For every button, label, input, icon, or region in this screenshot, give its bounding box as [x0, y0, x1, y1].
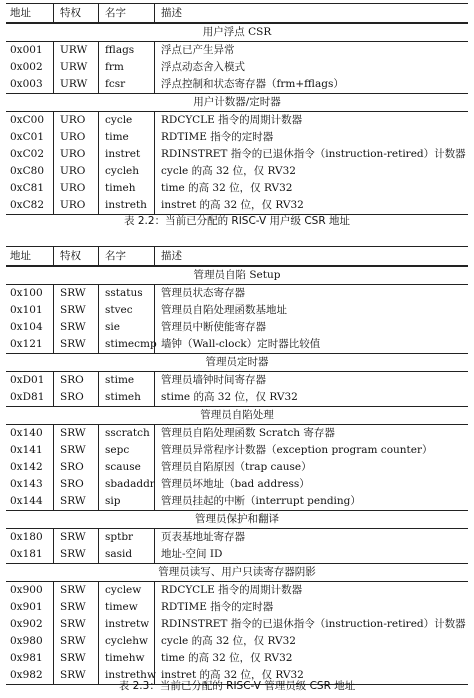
- csr-description: 管理员状态寄存器: [161, 287, 245, 299]
- csr-name: instrethw: [99, 667, 155, 684]
- csr-description: RDINSTRET 指令的已退休指令（instruction-retired）计数器: [161, 148, 466, 160]
- csr-description: instret 的高 32 位，仅 RV32: [161, 199, 304, 211]
- table-row: [6, 599, 468, 616]
- csr-address: 0xD81: [6, 389, 54, 406]
- table-row: [6, 459, 468, 476]
- csr-name: instretw: [99, 616, 155, 633]
- table-header: [6, 3, 468, 23]
- csr-privilege: SRW: [54, 650, 99, 667]
- csr-description: time 的高 32 位，仅 RV32: [161, 652, 293, 664]
- csr-name: stvec: [99, 302, 155, 319]
- csr-description: 地址-空间 ID: [161, 548, 223, 560]
- csr-privilege: SRW: [54, 667, 99, 684]
- csr-address: 0x001: [6, 42, 54, 59]
- section-title: 管理员读写、用户只读寄存器阴影: [6, 563, 468, 582]
- col-priv-header: 特权: [54, 247, 99, 265]
- table-row: [6, 633, 468, 650]
- csr-privilege: URW: [54, 76, 99, 93]
- csr-name: sepc: [99, 442, 155, 459]
- csr-privilege: SRW: [54, 529, 99, 546]
- csr-name: timeh: [99, 180, 155, 197]
- csr-privilege: URO: [54, 129, 99, 146]
- csr-privilege: SRW: [54, 633, 99, 650]
- csr-privilege: URO: [54, 146, 99, 163]
- csr-address: 0x901: [6, 599, 54, 616]
- supervisor-csr-table: [6, 246, 468, 685]
- csr-privilege: URO: [54, 112, 99, 129]
- table-row: [6, 389, 468, 406]
- csr-address: 0x100: [6, 285, 54, 302]
- csr-address: 0x003: [6, 76, 54, 93]
- csr-description: RDTIME 指令的定时器: [161, 131, 274, 143]
- table-row: [6, 336, 468, 353]
- table-row: [6, 76, 468, 93]
- csr-name: fflags: [99, 42, 155, 59]
- table-row: [6, 129, 468, 146]
- csr-description: 浮点控制和状态寄存器（frm+fflags）: [161, 78, 344, 90]
- csr-address: 0x140: [6, 425, 54, 442]
- csr-name: cyclew: [99, 582, 155, 599]
- csr-privilege: URO: [54, 180, 99, 197]
- section-title: 管理员保护和翻译: [6, 510, 468, 529]
- csr-name: cycle: [99, 112, 155, 129]
- col-name-header: 名字: [99, 4, 155, 22]
- table-row: [6, 616, 468, 633]
- table-row: [6, 529, 468, 546]
- csr-privilege: SRW: [54, 582, 99, 599]
- table-row: [6, 42, 468, 59]
- csr-address: 0x181: [6, 546, 54, 563]
- table-caption-2-3: 表 2.3：当前已分配的 RISC-V 管理员级 CSR 地址: [118, 680, 356, 692]
- csr-description: cycle 的高 32 位，仅 RV32: [161, 165, 296, 177]
- csr-description: RDCYCLE 指令的周期计数器: [161, 584, 303, 596]
- csr-description: 管理员自陷处理函数 Scratch 寄存器: [161, 427, 335, 439]
- csr-address: 0x982: [6, 667, 54, 684]
- csr-description: 管理员挂起的中断（interrupt pending）: [161, 495, 361, 507]
- csr-name: sasid: [99, 546, 155, 563]
- csr-name: fcsr: [99, 76, 155, 93]
- col-addr-header: 地址: [6, 247, 54, 265]
- csr-description: 浮点动态舍入模式: [161, 61, 245, 73]
- csr-description: cycle 的高 32 位，仅 RV32: [161, 635, 296, 647]
- csr-address: 0x002: [6, 59, 54, 76]
- csr-name: scause: [99, 459, 155, 476]
- csr-privilege: URW: [54, 59, 99, 76]
- csr-privilege: SRO: [54, 389, 99, 406]
- csr-privilege: SRW: [54, 302, 99, 319]
- col-desc-header: 描述: [161, 7, 182, 19]
- csr-description: 管理员自陷处理函数基地址: [161, 304, 287, 316]
- section-title: 管理员自陷处理: [6, 406, 468, 425]
- section-title: 用户计数器/定时器: [6, 93, 468, 112]
- csr-address: 0xC82: [6, 197, 54, 214]
- table-row: [6, 476, 468, 493]
- csr-name: sbadaddr: [99, 476, 155, 493]
- table-body: [6, 23, 468, 215]
- csr-description: 管理员墙钟时间寄存器: [161, 374, 266, 386]
- col-name-header: 名字: [99, 247, 155, 265]
- csr-privilege: SRW: [54, 319, 99, 336]
- table-row: [6, 425, 468, 442]
- csr-address: 0xC81: [6, 180, 54, 197]
- table-row: [6, 582, 468, 599]
- csr-privilege: SRO: [54, 459, 99, 476]
- csr-address: 0x104: [6, 319, 54, 336]
- table-row: [6, 112, 468, 129]
- csr-privilege: URO: [54, 163, 99, 180]
- csr-description: 管理员异常程序计数器（exception program counter）: [161, 444, 433, 456]
- csr-description: 浮点已产生异常: [161, 44, 235, 56]
- csr-name: stimecmp: [99, 336, 155, 353]
- csr-address: 0x902: [6, 616, 54, 633]
- csr-name: time: [99, 129, 155, 146]
- csr-address: 0x141: [6, 442, 54, 459]
- table-header: [6, 246, 468, 266]
- table-body: [6, 266, 468, 685]
- csr-address: 0x981: [6, 650, 54, 667]
- csr-privilege: SRW: [54, 442, 99, 459]
- csr-name: sie: [99, 319, 155, 336]
- csr-description: 管理员自陷原因（trap cause）: [161, 461, 312, 473]
- csr-description: time 的高 32 位，仅 RV32: [161, 182, 293, 194]
- csr-description: 管理员坏地址（bad address）: [161, 478, 310, 490]
- csr-address: 0x142: [6, 459, 54, 476]
- csr-privilege: SRW: [54, 599, 99, 616]
- section-title: 用户浮点 CSR: [6, 23, 468, 42]
- csr-address: 0x900: [6, 582, 54, 599]
- csr-description: RDTIME 指令的定时器: [161, 601, 274, 613]
- csr-address: 0xC02: [6, 146, 54, 163]
- table-row: [6, 319, 468, 336]
- user-csr-table: [6, 3, 468, 215]
- table-row: [6, 59, 468, 76]
- table-row: [6, 546, 468, 563]
- table-row: [6, 302, 468, 319]
- csr-address: 0xC80: [6, 163, 54, 180]
- table-row: [6, 146, 468, 163]
- table-row: [6, 650, 468, 667]
- csr-privilege: URW: [54, 42, 99, 59]
- table-row: [6, 493, 468, 510]
- csr-privilege: SRO: [54, 476, 99, 493]
- csr-privilege: URO: [54, 197, 99, 214]
- csr-name: instreth: [99, 197, 155, 214]
- csr-address: 0xD01: [6, 372, 54, 389]
- section-title: 管理员自陷 Setup: [6, 266, 468, 285]
- csr-name: timew: [99, 599, 155, 616]
- csr-description: 墙钟（Wall-clock）定时器比较值: [161, 338, 321, 350]
- csr-privilege: SRW: [54, 616, 99, 633]
- csr-privilege: SRW: [54, 425, 99, 442]
- csr-address: 0x144: [6, 493, 54, 510]
- table-row: [6, 442, 468, 459]
- csr-description: 管理员中断使能寄存器: [161, 321, 266, 333]
- col-addr-header: 地址: [6, 4, 54, 22]
- csr-privilege: SRW: [54, 336, 99, 353]
- csr-description: instret 的高 32 位，仅 RV32: [161, 669, 304, 681]
- csr-address: 0xC01: [6, 129, 54, 146]
- csr-address: 0x143: [6, 476, 54, 493]
- csr-name: sptbr: [99, 529, 155, 546]
- csr-name: stimeh: [99, 389, 155, 406]
- csr-address: 0xC00: [6, 112, 54, 129]
- csr-description: RDCYCLE 指令的周期计数器: [161, 114, 303, 126]
- csr-privilege: SRW: [54, 546, 99, 563]
- csr-address: 0x101: [6, 302, 54, 319]
- csr-name: sstatus: [99, 285, 155, 302]
- col-desc-header: 描述: [161, 250, 182, 262]
- csr-description: stime 的高 32 位，仅 RV32: [161, 391, 298, 403]
- csr-name: timehw: [99, 650, 155, 667]
- csr-description: 页表基地址寄存器: [161, 531, 245, 543]
- csr-privilege: SRO: [54, 372, 99, 389]
- col-priv-header: 特权: [54, 4, 99, 22]
- csr-privilege: SRW: [54, 493, 99, 510]
- section-title: 管理员定时器: [6, 353, 468, 372]
- table-row: [6, 285, 468, 302]
- table-row: [6, 180, 468, 197]
- csr-name: cyclehw: [99, 633, 155, 650]
- csr-privilege: SRW: [54, 285, 99, 302]
- csr-description: RDINSTRET 指令的已退休指令（instruction-retired）计数器: [161, 618, 466, 630]
- table-caption-2-2: 表 2.2：当前已分配的 RISC-V 用户级 CSR 地址: [124, 215, 350, 227]
- csr-address: 0x180: [6, 529, 54, 546]
- csr-name: frm: [99, 59, 155, 76]
- csr-name: sscratch: [99, 425, 155, 442]
- table-row: [6, 163, 468, 180]
- csr-name: sip: [99, 493, 155, 510]
- csr-name: stime: [99, 372, 155, 389]
- csr-address: 0x980: [6, 633, 54, 650]
- csr-name: instret: [99, 146, 155, 163]
- csr-name: cycleh: [99, 163, 155, 180]
- csr-address: 0x121: [6, 336, 54, 353]
- table-row: [6, 372, 468, 389]
